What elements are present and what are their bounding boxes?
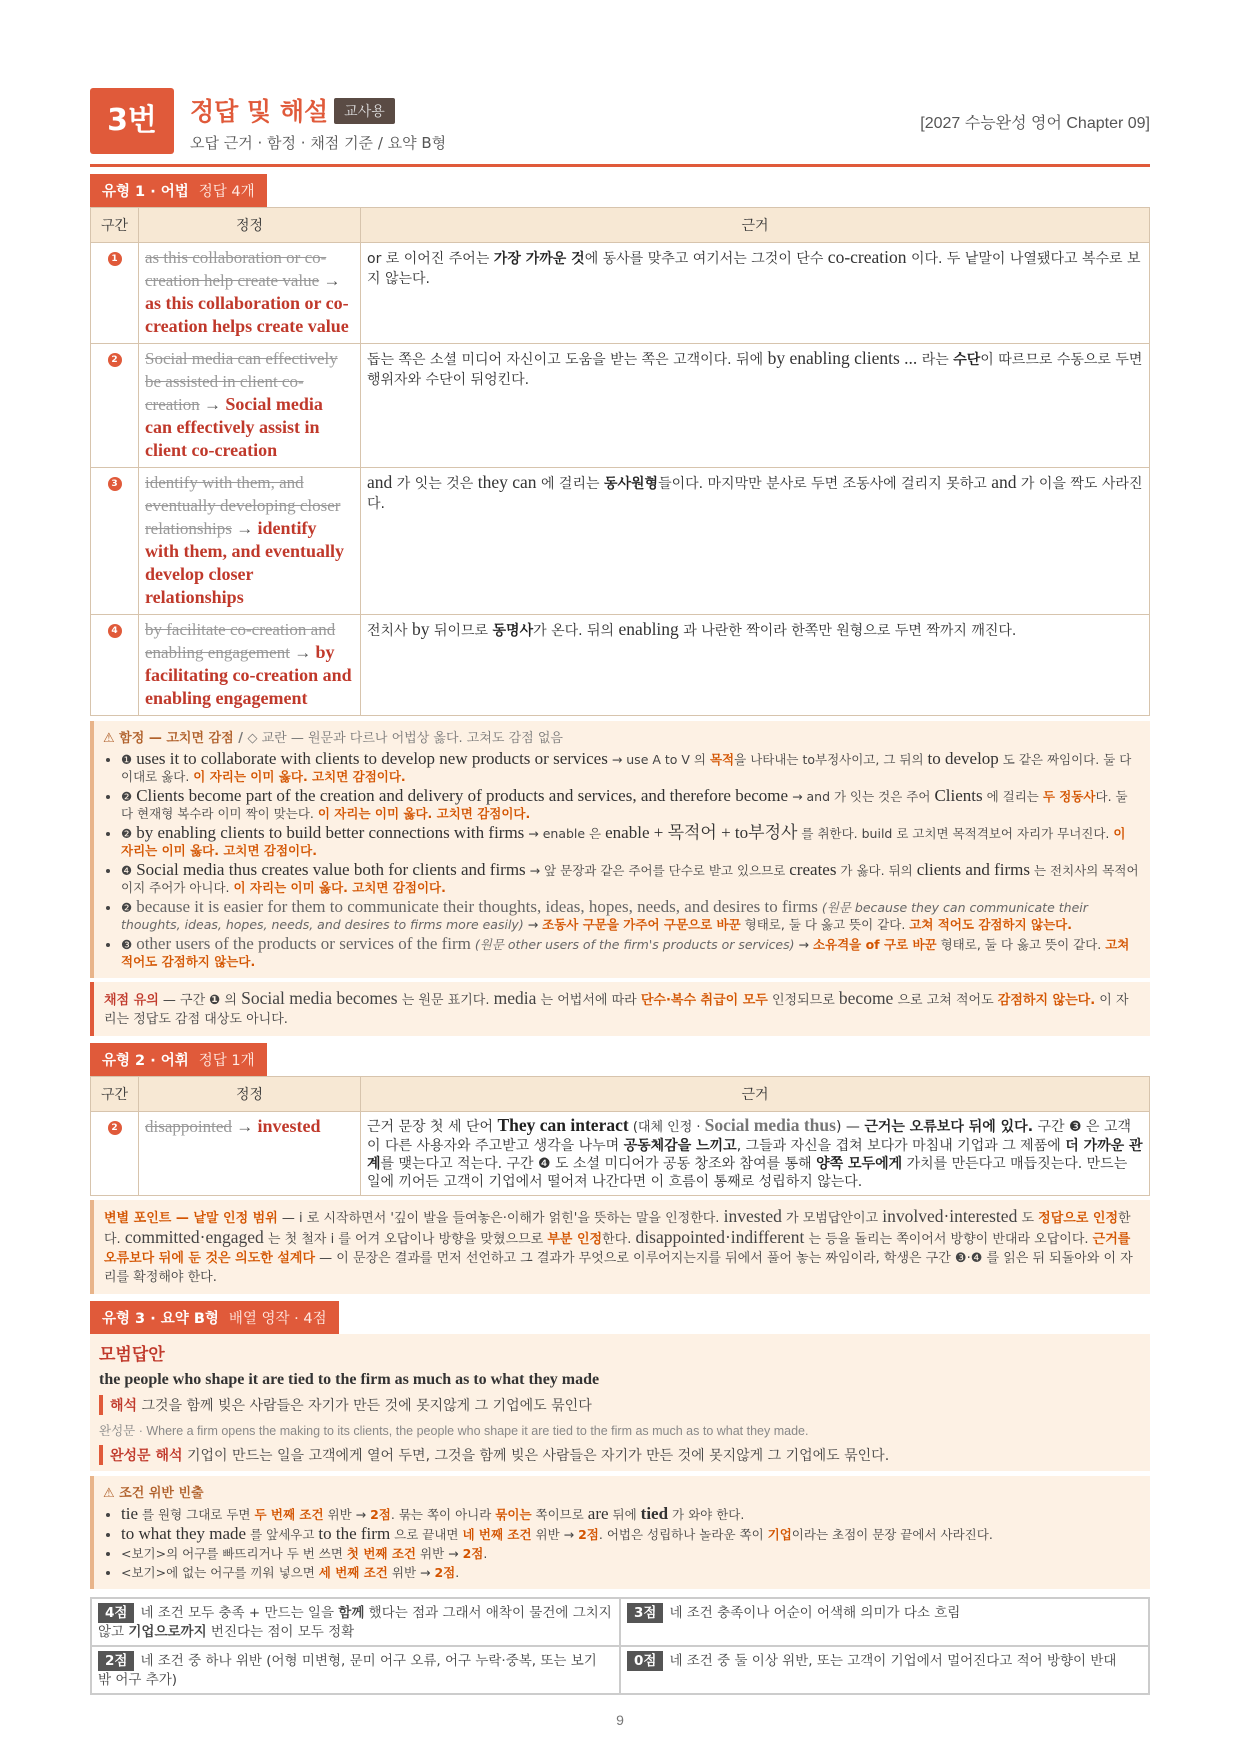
en-text: enable + 목적어 + to부정사 <box>605 823 798 842</box>
text: 인정되므로 <box>767 993 839 1008</box>
en-text: Clients become part of the creation and delivery of products and services, and therefore become <box>136 786 789 805</box>
text: 돕는 쪽은 소셜 미디어 자신이고 도움을 받는 쪽은 고객이다. 뒤에 <box>367 352 768 368</box>
text: — 이 문장은 결과를 먼저 선언하고 그 결과가 무엇으로 이루어지는지를 뒤에서 풀어 놓는 짜임이라, 학생은 구간 ❸·❹ 를 읽은 뒤 되돌아와 이 자리를 확정해야 한다. <box>104 1251 1133 1285</box>
emph: 소유격을 of 구로 바꾼 <box>812 937 937 952</box>
emph: 두 번째 조건 <box>254 1507 324 1522</box>
text: 는 전치사의 목적어이지 주어가 아니다. <box>121 863 1139 895</box>
text: 다. 둘 다 현재형 복수라 이미 짝이 맞는다. <box>121 789 1128 821</box>
original-text: by facilitate co-creation and enabling engagement <box>145 620 336 662</box>
table-row <box>91 1112 1150 1196</box>
en-text: to the firm <box>318 1524 391 1543</box>
text: 번진다는 점이 모두 정확 <box>206 1624 355 1640</box>
en-text: and <box>991 472 1017 492</box>
text: 의 <box>220 993 242 1008</box>
marker: ❶ <box>121 752 133 767</box>
teacher-badge: 교사용 <box>334 98 395 124</box>
original-text: identify with them, and eventually developing closer relationships <box>145 473 341 538</box>
emph: 목적 <box>709 752 735 767</box>
emph: 네 번째 조건 <box>462 1527 532 1542</box>
highlight: 이 자리는 이미 옳다. 고치면 감점이다. <box>193 769 406 784</box>
text: 라는 <box>917 352 954 368</box>
en-text: to what they made <box>121 1524 247 1543</box>
question-number: 3번 <box>90 88 174 154</box>
correction-cell: disappointed → invested <box>139 1112 361 1196</box>
text: → <box>794 937 813 952</box>
emph: 2점 <box>462 1546 484 1561</box>
text: 전치사 <box>367 623 413 639</box>
text: 를 앞세우고 <box>246 1527 319 1542</box>
emph: 변별 포인트 — 낱말 인정 범위 <box>104 1211 278 1226</box>
marker: ❷ <box>121 900 133 915</box>
score-badge: 0점 <box>627 1651 663 1671</box>
en-text: Clients <box>934 786 983 805</box>
emph: 동명사 <box>492 623 534 639</box>
emph: 두 정동사 <box>1042 789 1096 804</box>
original-text: Social media can effectively be assisted in client co-creation <box>145 349 338 414</box>
list-item <box>121 1564 1141 1581</box>
text: 형태로, 둘 다 옳고 뜻이 같다. <box>740 917 910 932</box>
text: 쪽이므로 <box>531 1507 588 1522</box>
en-text: involved·interested <box>882 1206 1018 1226</box>
segment-marker: 2 <box>108 1121 122 1135</box>
translation <box>99 1395 1141 1415</box>
text: or 로 이어진 주어는 <box>367 251 494 267</box>
score-badge: 4점 <box>98 1603 134 1623</box>
model-answer <box>90 1334 1150 1471</box>
highlight: 이 자리는 이미 옳다. 고치면 감점이다. <box>121 826 1126 858</box>
score-badge: 2점 <box>98 1651 134 1671</box>
text: 이 따르므로 수동으로 두면 행위자와 수단이 뒤엉킨다. <box>367 352 1143 388</box>
text: 들이다. 마지막만 분사로 두면 조동사에 걸리지 못하고 <box>658 476 992 492</box>
fixed-text: identify with them, and eventually develop closer relationships <box>145 518 345 607</box>
header <box>90 88 1150 167</box>
text: 가 옳다. 뒤의 <box>836 863 917 878</box>
marker: ❹ <box>121 863 133 878</box>
reason-cell <box>361 468 1150 615</box>
section-label: 유형 2 · 어휘 <box>102 1053 189 1069</box>
text: 가 잇는 것은 <box>392 476 478 492</box>
en-text: to develop <box>927 749 999 768</box>
correction-cell: identify with them, and eventually developing closer relationships → identify with them, and eventually develop closer relationships <box>139 468 361 615</box>
text: → enable 은 <box>524 826 606 841</box>
en-text: tie <box>121 1504 138 1523</box>
en-text: and <box>367 472 393 492</box>
section-summary-label <box>90 1301 339 1334</box>
trap-alt: ◇ 교란 — 원문과 다르나 어법상 옳다. 고쳐도 감점 없음 <box>247 731 563 746</box>
en-text: creates <box>789 860 837 879</box>
reason-cell <box>361 615 1150 716</box>
list-item <box>121 824 1141 859</box>
text: 이다. 두 낱말이 나열됐다고 복수로 보지 않는다. <box>367 251 1141 287</box>
trans-text: 그것을 함께 빚은 사람들은 자기가 만든 것에 못지않게 그 기업에도 묶인다 <box>137 1398 592 1414</box>
reason-cell <box>361 1112 1150 1196</box>
violations-title: ⚠ 조건 위반 빈출 <box>103 1486 204 1501</box>
text: 이 자리는 정답도 감점 대상도 아니다. <box>104 993 1129 1027</box>
fixed-text: by facilitating co-creation and enabling engagement <box>145 642 352 708</box>
text: 한다. <box>602 1232 636 1247</box>
text: 는 원문 표기다. <box>397 993 494 1008</box>
emph: 가장 가까운 것 <box>493 251 585 267</box>
text: 했다는 점과 그래서 애착이 물건에 그치지 않고 <box>98 1605 612 1640</box>
emph: 근거는 오류보다 뒤에 있다. <box>864 1119 1034 1135</box>
section-vocab-label <box>90 1043 267 1076</box>
model-title: 모범답안 <box>99 1345 165 1365</box>
list-item <box>121 750 1141 785</box>
list-item <box>121 787 1141 822</box>
en-text: Social media becomes <box>241 988 398 1008</box>
highlight: 감점하지 않는다. <box>997 993 1096 1008</box>
list-item <box>121 935 1141 970</box>
text: 으로 고쳐 적어도 <box>893 993 998 1008</box>
emph: 2점 <box>370 1507 391 1522</box>
text: 는 어법서에 따라 <box>536 993 641 1008</box>
text: 에 동사를 맞추고 여기서는 그것이 단수 <box>584 251 828 267</box>
score-cell <box>620 1646 1149 1694</box>
text: 는 등을 돌리는 쪽이어서 방향이 반대라 오답이다. <box>804 1232 1093 1247</box>
en-text: Social media thus creates value both for clients and firms <box>136 860 526 879</box>
text: → <box>523 917 543 932</box>
marker: ❷ <box>121 826 133 841</box>
violations-list <box>103 1505 1141 1581</box>
highlight: 이 자리는 이미 옳다. 고치면 감점이다. <box>233 880 446 895</box>
text: 근거 문장 첫 세 단어 <box>367 1119 498 1135</box>
text: 네 조건 중 하나 위반 (어형 미변형, 문미 어구 오류, 어구 누락·중복, 또는 보기 밖 어구 추가) <box>98 1653 597 1688</box>
original-note: (원문 other users of the firm's products or services) <box>474 937 795 952</box>
emph: 기업 <box>767 1527 792 1542</box>
highlight: 고쳐 적어도 감점하지 않는다. <box>909 917 1072 932</box>
table-row <box>91 468 1150 615</box>
text: . <box>483 1546 488 1561</box>
text: 을 나타내는 to부정사이고, 그 뒤의 <box>734 752 928 767</box>
en-text: become <box>838 988 894 1008</box>
section-count: 정답 4개 <box>198 184 255 200</box>
emph: 함께 <box>338 1605 365 1621</box>
text: 위반 → <box>416 1546 463 1561</box>
text: 를 취한다. build 로 고치면 목적격보어 자리가 무너진다. <box>797 826 1114 841</box>
complete-translation <box>99 1445 1141 1465</box>
en-text: clients and firms <box>916 860 1031 879</box>
fixed-text: as this collaboration or co-creation helps create value <box>145 293 349 336</box>
original-text: disappointed <box>145 1117 232 1136</box>
en-text: other users of the products or services of the firm <box>136 934 471 953</box>
section-label: 유형 3 · 요약 B형 <box>102 1311 219 1327</box>
text: → and 가 잇는 것은 주어 <box>788 789 935 804</box>
en-text: co-creation <box>827 247 907 267</box>
text: . 어법은 성립하나 놀라운 쪽이 <box>598 1527 768 1542</box>
text: → use A to V 의 <box>607 752 710 767</box>
title-text: 정답 및 해설 <box>190 97 329 126</box>
en-text: by <box>412 619 430 639</box>
grading-note <box>90 982 1150 1036</box>
emph: 기업으로까지 <box>128 1624 207 1640</box>
highlight: 고쳐 적어도 감점하지 않는다. <box>121 937 1130 969</box>
correction-cell: by facilitate co-creation and enabling engagement → by facilitating co-creation and enabling engagement <box>139 615 361 716</box>
segment-marker: 2 <box>108 353 122 367</box>
en-text: committed·engaged <box>124 1227 264 1247</box>
original-note: (원문 because they can communicate their thoughts, ideas, hopes, needs, and desires to firms more easily) <box>121 900 1088 932</box>
col-reason: 근거 <box>361 208 1150 243</box>
page-number: 9 <box>616 1712 624 1728</box>
table-header-row <box>91 208 1150 243</box>
en-text: disappointed·indifferent <box>635 1227 805 1247</box>
text: 네 조건 모두 충족 + 만드는 일을 <box>140 1605 339 1621</box>
trans-text: 기업이 만드는 일을 고객에게 열어 두면, 그것을 함께 빚은 사람들은 자기가 만든 것에 못지않게 그 기업에도 묶인다. <box>182 1448 890 1464</box>
text: 도 <box>1017 1211 1039 1226</box>
text: <보기>에 없는 어구를 끼워 넣으면 <box>121 1565 319 1580</box>
emph: 근거를 오류보다 뒤에 둔 것은 의도한 설계다 <box>104 1232 1131 1266</box>
highlight: 단수·복수 취급이 모두 <box>640 993 768 1008</box>
table-row <box>91 615 1150 716</box>
section-count: 정답 1개 <box>198 1053 255 1069</box>
en-text: uses it to collaborate with clients to develop new products or services <box>136 749 608 768</box>
text: . <box>455 1565 460 1580</box>
text: 가 와야 한다. <box>668 1507 745 1522</box>
emph: 첫 번째 조건 <box>346 1546 417 1561</box>
list-item <box>121 1505 1141 1523</box>
trap-list <box>103 750 1141 970</box>
text: — 구간 <box>158 993 210 1008</box>
vocab-table <box>90 1076 1150 1196</box>
violations-note <box>90 1476 1150 1589</box>
score-cell <box>91 1598 620 1646</box>
en-text: They can interact <box>497 1115 629 1135</box>
marker: ❷ <box>121 789 133 804</box>
score-grid <box>90 1597 1150 1695</box>
text: 위반 → <box>387 1565 435 1580</box>
list-item <box>121 1525 1141 1543</box>
col-correction: 정정 <box>139 208 361 243</box>
emph: 세 번째 조건 <box>318 1565 388 1580</box>
text: 네 조건 충족이나 어순이 어색해 의미가 다소 흐림 <box>669 1605 961 1621</box>
en-text: media <box>493 988 537 1008</box>
text: 가 이을 짝도 사라진다. <box>367 476 1143 512</box>
text: — i 로 시작하면서 '깊이 발을 들여놓은·이해가 얽힌'을 뜻하는 말을 인정한다. <box>277 1211 724 1226</box>
en-text: they can <box>477 472 537 492</box>
text: 는 첫 철자 i 를 어겨 오답이나 방향을 맞혔으므로 <box>263 1232 548 1247</box>
section-grammar-label <box>90 174 267 207</box>
text: 네 조건 중 둘 이상 위반, 또는 고객이 기업에서 멀어진다고 적어 방향이 반대 <box>669 1653 1117 1669</box>
text: 형태로, 둘 다 옳고 뜻이 같다. <box>936 937 1106 952</box>
grammar-table <box>90 207 1150 716</box>
fixed-text: Social media can effectively assist in client co-creation <box>145 394 323 460</box>
text: 한다. <box>104 1211 1131 1247</box>
list-item <box>121 1545 1141 1562</box>
table-header-row <box>91 1077 1150 1112</box>
text: 를 맺는다고 적는다. 구간 ❹ 도 소셜 미디어가 공동 창조와 참여를 통해 <box>380 1156 817 1172</box>
emph: 정답으로 인정 <box>1038 1211 1119 1226</box>
emph: 양쪽 모두에게 <box>816 1156 903 1172</box>
en-text: are <box>587 1504 609 1523</box>
segment-marker: 4 <box>108 624 122 638</box>
emph: 공동체감을 느끼고 <box>623 1138 737 1154</box>
score-cell <box>620 1598 1149 1646</box>
col-segment: 구간 <box>91 208 139 243</box>
en-text: by enabling clients ... <box>767 348 918 368</box>
en-text: tied <box>640 1504 669 1523</box>
text: 으로 끝내면 <box>390 1527 463 1542</box>
en-text: Social media thus <box>704 1115 836 1135</box>
complete-sentence: 완성문 · Where a firm opens the making to its clients, the people who shape it are tied to the firm as much as to what they made. <box>99 1424 809 1438</box>
section-count: 배열 영작 · 4점 <box>228 1311 327 1327</box>
emph: 조동사 구문을 가주어 구문으로 바꾼 <box>542 917 741 932</box>
text: 에 걸리는 <box>982 789 1043 804</box>
text: ) — <box>835 1119 865 1135</box>
emph: 더 가까운 관계 <box>367 1138 1143 1172</box>
text: , 그들과 자신을 겹쳐 보다가 마침내 기업과 그 제품에 <box>736 1138 1066 1154</box>
vocab-note <box>90 1200 1150 1294</box>
emph: 수단 <box>953 352 981 368</box>
page-title <box>190 92 395 128</box>
source-label: [2027 수능완성 영어 Chapter 09] <box>920 115 1150 132</box>
trap-note: ⚠ 함정 — 고치면 감점 / ◇ 교란 — 원문과 다르나 어법상 옳다. 고쳐도 감점 없음 • ❶ uses it to collaborate with clients to develop new products or services → use A to V 의 목적을 나타내는 to부정사이고, 그 뒤의 to develop 도 같은 짜임이다. 둘 다 이대로 옳다. 이 자리는 이미 옳다. 고치면 감점이다. • ❷ Clients become part of the creation and delivery of products and services, and therefore become → and 가 잇는 것은 주어 Clients 에 걸리는 두 정동사다. 둘 다 현재형 복수라 이미 짝이 맞는다. 이 자리는 이미 옳다. 고치면 감점이다. • ❷ by enabling clients to build better connections with firms → enable 은 enable + 목적어 + to부정사 를 취한다. build 로 고치면 목적격보어 자리가 무너진다. 이 자리는 이미 옳다. 고치면 감점이다. • ❹ Social media thus creates value both for clients and firms → 앞 문장과 같은 주어를 단수로 받고 있으므로 creates 가 옳다. 뒤의 clients and firms 는 전치사의 목적어이지 주어가 아니다. 이 자리는 이미 옳다. 고치면 감점이다. • ❷ because it is easier for them to communicate their thoughts, ideas, hopes, needs, and desires to firms (원문 because they can communicate their thoughts, ideas, hopes, needs, and desires to firms more easily) → 조동사 구문을 가주어 구문으로 바꾼 형태로, 둘 다 옳고 뜻이 같다. 고쳐 적어도 감점하지 않는다. • ❸ other users of the products or services of the firm (원문 other users of the firm's products or services) → 소유격을 of 구로 바꾼 형태로, 둘 다 옳고 뜻이 같다. 고쳐 적어도 감점하지 않는다. <box>90 721 1150 978</box>
en-text: because it is easier for them to communicate their thoughts, ideas, hopes, needs, and desires to firms <box>136 897 818 916</box>
list-item <box>121 861 1141 896</box>
marker: ❸ <box>121 937 133 952</box>
text: 과 나란한 짝이라 한쪽만 원형으로 두면 짝까지 깨진다. <box>678 623 1017 639</box>
en-text: by enabling clients to build better connections with firms <box>136 823 525 842</box>
table-row <box>91 243 1150 344</box>
text: 도 같은 짜임이다. 둘 다 이대로 옳다. <box>121 752 1132 784</box>
text: 구간 ❸ 은 고객이 다른 사용자와 주고받고 생각을 나누며 <box>367 1119 1132 1154</box>
text: 를 원형 그대로 두면 <box>138 1507 255 1522</box>
text: 뒤에 <box>608 1507 641 1522</box>
subtitle: 오답 근거 · 함정 · 채점 기준 / 요약 B형 <box>190 134 447 152</box>
trap-title: ⚠ 함정 — 고치면 감점 <box>103 731 234 746</box>
text: 이라는 초점이 문장 끝에서 사라진다. <box>791 1527 993 1542</box>
model-answer-text: the people who shape it are tied to the firm as much as to what they made <box>99 1371 600 1388</box>
text: 가치를 만든다고 매듭짓는다. 만드는 일에 끼어든 고객이 기업에서 떨어져 나간다면 이 흐름이 통째로 성립하지 않는다. <box>367 1156 1128 1190</box>
reason-cell <box>361 344 1150 468</box>
col-correction: 정정 <box>139 1077 361 1112</box>
section-label: 유형 1 · 어법 <box>102 184 189 200</box>
fixed-text: invested <box>257 1116 321 1136</box>
marker: ❶ <box>209 993 221 1008</box>
col-segment: 구간 <box>91 1077 139 1112</box>
emph: 동사원형 <box>603 476 659 492</box>
trans-label: 완성문 해석 <box>110 1448 183 1464</box>
reason-cell <box>361 243 1150 344</box>
segment-marker: 3 <box>108 477 122 491</box>
highlight: 이 자리는 이미 옳다. 고치면 감점이다. <box>317 806 531 821</box>
col-reason: 근거 <box>361 1077 1150 1112</box>
text: 가 모범답안이고 <box>781 1211 883 1226</box>
text: <보기>의 어구를 빠뜨리거나 두 번 쓰면 <box>121 1546 347 1561</box>
trans-label: 해석 <box>110 1398 138 1414</box>
score-badge: 3점 <box>627 1603 663 1623</box>
list-item <box>121 898 1141 933</box>
text: 뒤이므로 <box>429 623 493 639</box>
text: . 묶는 쪽이 아니라 <box>390 1507 496 1522</box>
text: 가 온다. 뒤의 <box>533 623 619 639</box>
text: 위반 → <box>531 1527 579 1542</box>
grading-label: 채점 유의 <box>104 993 159 1008</box>
text: 에 걸리는 <box>536 476 604 492</box>
text: (대체 인정 · <box>628 1120 705 1135</box>
correction-cell: as this collaboration or co-creation help create value → as this collaboration or co-creation helps create value <box>139 243 361 344</box>
page-content <box>90 88 1150 1695</box>
table-row <box>91 344 1150 468</box>
emph: 묶이는 <box>495 1507 532 1522</box>
score-cell <box>91 1646 620 1694</box>
en-text: enabling <box>618 619 679 639</box>
original-text: as this collaboration or co-creation help create value <box>145 248 327 290</box>
emph: 2점 <box>578 1527 599 1542</box>
emph: 2점 <box>434 1565 456 1580</box>
correction-cell: Social media can effectively be assisted in client co-creation → Social media can effectively assist in client co-creation <box>139 344 361 468</box>
segment-marker: 1 <box>108 252 122 266</box>
text: 위반 → <box>323 1507 371 1522</box>
text: → 앞 문장과 같은 주어를 단수로 받고 있으므로 <box>525 863 790 878</box>
emph: 부분 인정 <box>547 1232 603 1247</box>
en-text: invested <box>723 1206 782 1226</box>
